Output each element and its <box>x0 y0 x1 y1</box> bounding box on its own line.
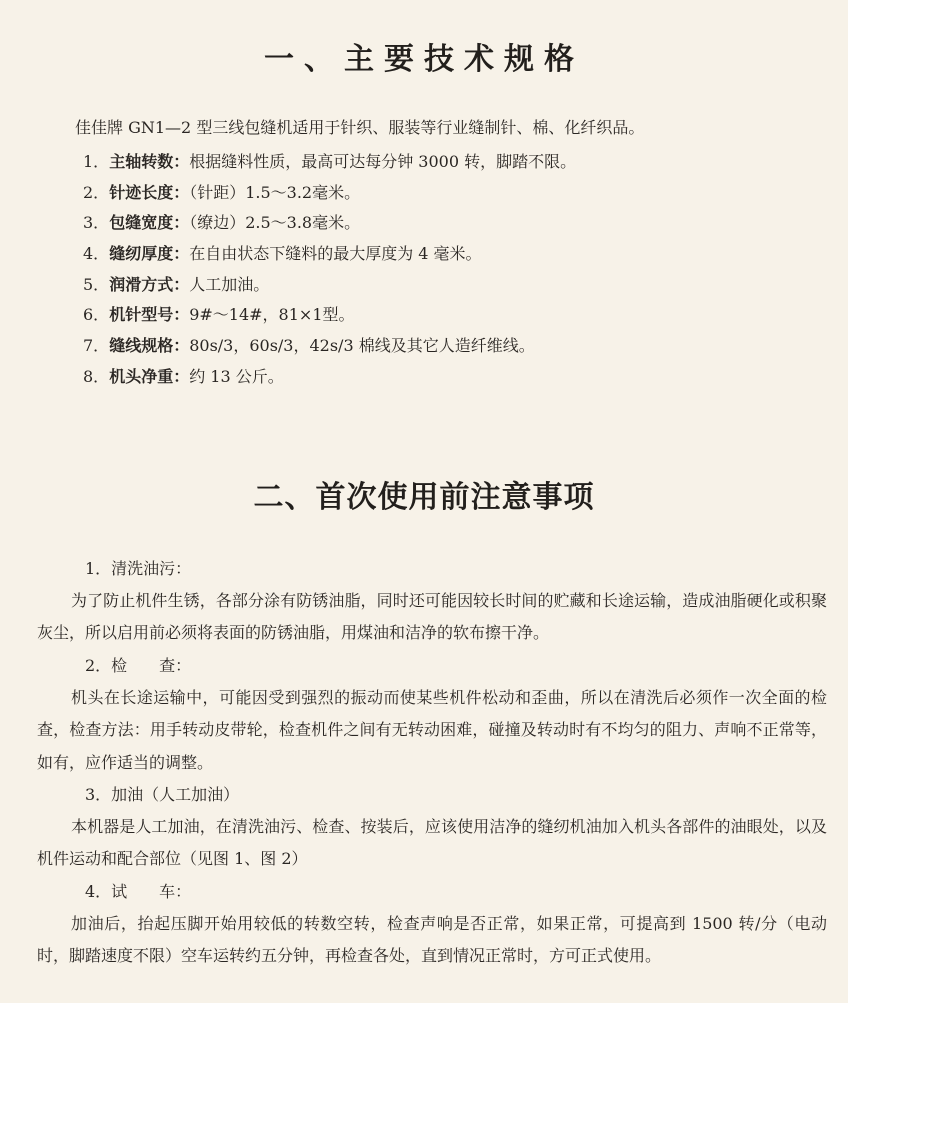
spec-text: （针距）1.5～3.2毫米。 <box>189 182 361 202</box>
spec-text: 根据缝料性质，最高可达每分钟 3000 转，脚踏不限。 <box>189 152 577 171</box>
spec-label: 润滑方式： <box>109 274 190 294</box>
spec-label: 机头净重： <box>109 366 190 386</box>
spec-number: 2． <box>83 182 110 202</box>
precaution-item <box>37 553 827 650</box>
spec-number: 3． <box>83 213 110 233</box>
precaution-body: 为了防止机件生锈，各部分涂有防锈油脂，同时还可能因较长时间的贮藏和长途运输，造成油脂硬化或积聚灰尘，所以启用前必须将表面的防锈油脂，用煤油和洁净的软布擦干净。 <box>37 591 827 643</box>
spec-text: （缭边）2.5～3.8毫米。 <box>189 213 361 233</box>
spec-label: 针迹长度： <box>109 182 190 202</box>
spec-item <box>83 239 576 270</box>
spec-item <box>83 331 576 362</box>
spec-item <box>83 362 576 393</box>
section-title-specs: 一、主要技术规格 <box>264 42 584 77</box>
spec-text: 在自由状态下缝料的最大厚度为 4 毫米。 <box>189 244 482 264</box>
precaution-body: 机头在长途运输中，可能因受到强烈的振动而使某些机件松动和歪曲，所以在清洗后必须作一次全面的检查，检查方法：用手转动皮带轮，检查机件之间有无转动困难，碰撞及转动时有不均匀的阻力、声响不正常等，如有，应作适当的调整。 <box>37 687 827 772</box>
precaution-heading: 2．检 查： <box>85 655 192 675</box>
spec-label: 包缝宽度： <box>109 213 190 233</box>
spec-number: 8． <box>83 366 110 386</box>
spec-label: 缝线规格： <box>109 336 190 356</box>
precaution-heading: 1．清洗油污： <box>85 559 192 578</box>
spec-list <box>83 147 576 393</box>
precaution-item <box>37 650 827 779</box>
spec-label: 主轴转数： <box>109 152 190 171</box>
spec-label: 机针型号： <box>109 305 190 325</box>
precautions-list <box>37 553 827 973</box>
spec-label: 缝纫厚度： <box>109 244 190 264</box>
spec-item <box>83 178 576 209</box>
spec-item <box>83 208 576 239</box>
intro-paragraph: 佳佳牌 GN1—2 型三线包缝机适用于针织、服装等行业缝制针、棉、化纤织品。 <box>75 118 645 137</box>
section-title-precautions: 二、首次使用前注意事项 <box>253 480 595 515</box>
spec-item <box>83 270 576 301</box>
spec-number: 7． <box>83 336 110 356</box>
precaution-body: 本机器是人工加油，在清洗油污、检查、按装后，应该使用洁净的缝纫机油加入机头各部件的油眼处，以及机件运动和配合部位（见图 1、图 2） <box>37 817 827 869</box>
precaution-body: 加油后，抬起压脚开始用较低的转数空转，检查声响是否正常，如果正常，可提高到 1500 转/分（电动时，脚踏速度不限）空车运转约五分钟，再检查各处，直到情况正常时，方可正式使用。 <box>37 913 827 966</box>
precaution-heading: 4．试 车： <box>85 881 192 901</box>
precaution-item <box>37 876 827 973</box>
precaution-heading: 3．加油（人工加油） <box>85 785 240 805</box>
spec-text: 人工加油。 <box>189 274 270 294</box>
spec-text: 9#～14#，81×1型。 <box>189 305 355 325</box>
spec-number: 5． <box>83 274 110 294</box>
spec-text: 80s/3，60s/3，42s/3 棉线及其它人造纤维线。 <box>189 336 535 356</box>
spec-item <box>83 147 576 178</box>
spec-number: 1． <box>83 152 110 171</box>
spec-number: 6． <box>83 305 110 325</box>
spec-number: 4． <box>83 244 110 264</box>
spec-text: 约 13 公斤。 <box>189 366 284 386</box>
precaution-item <box>37 779 827 876</box>
spec-item <box>83 300 576 331</box>
